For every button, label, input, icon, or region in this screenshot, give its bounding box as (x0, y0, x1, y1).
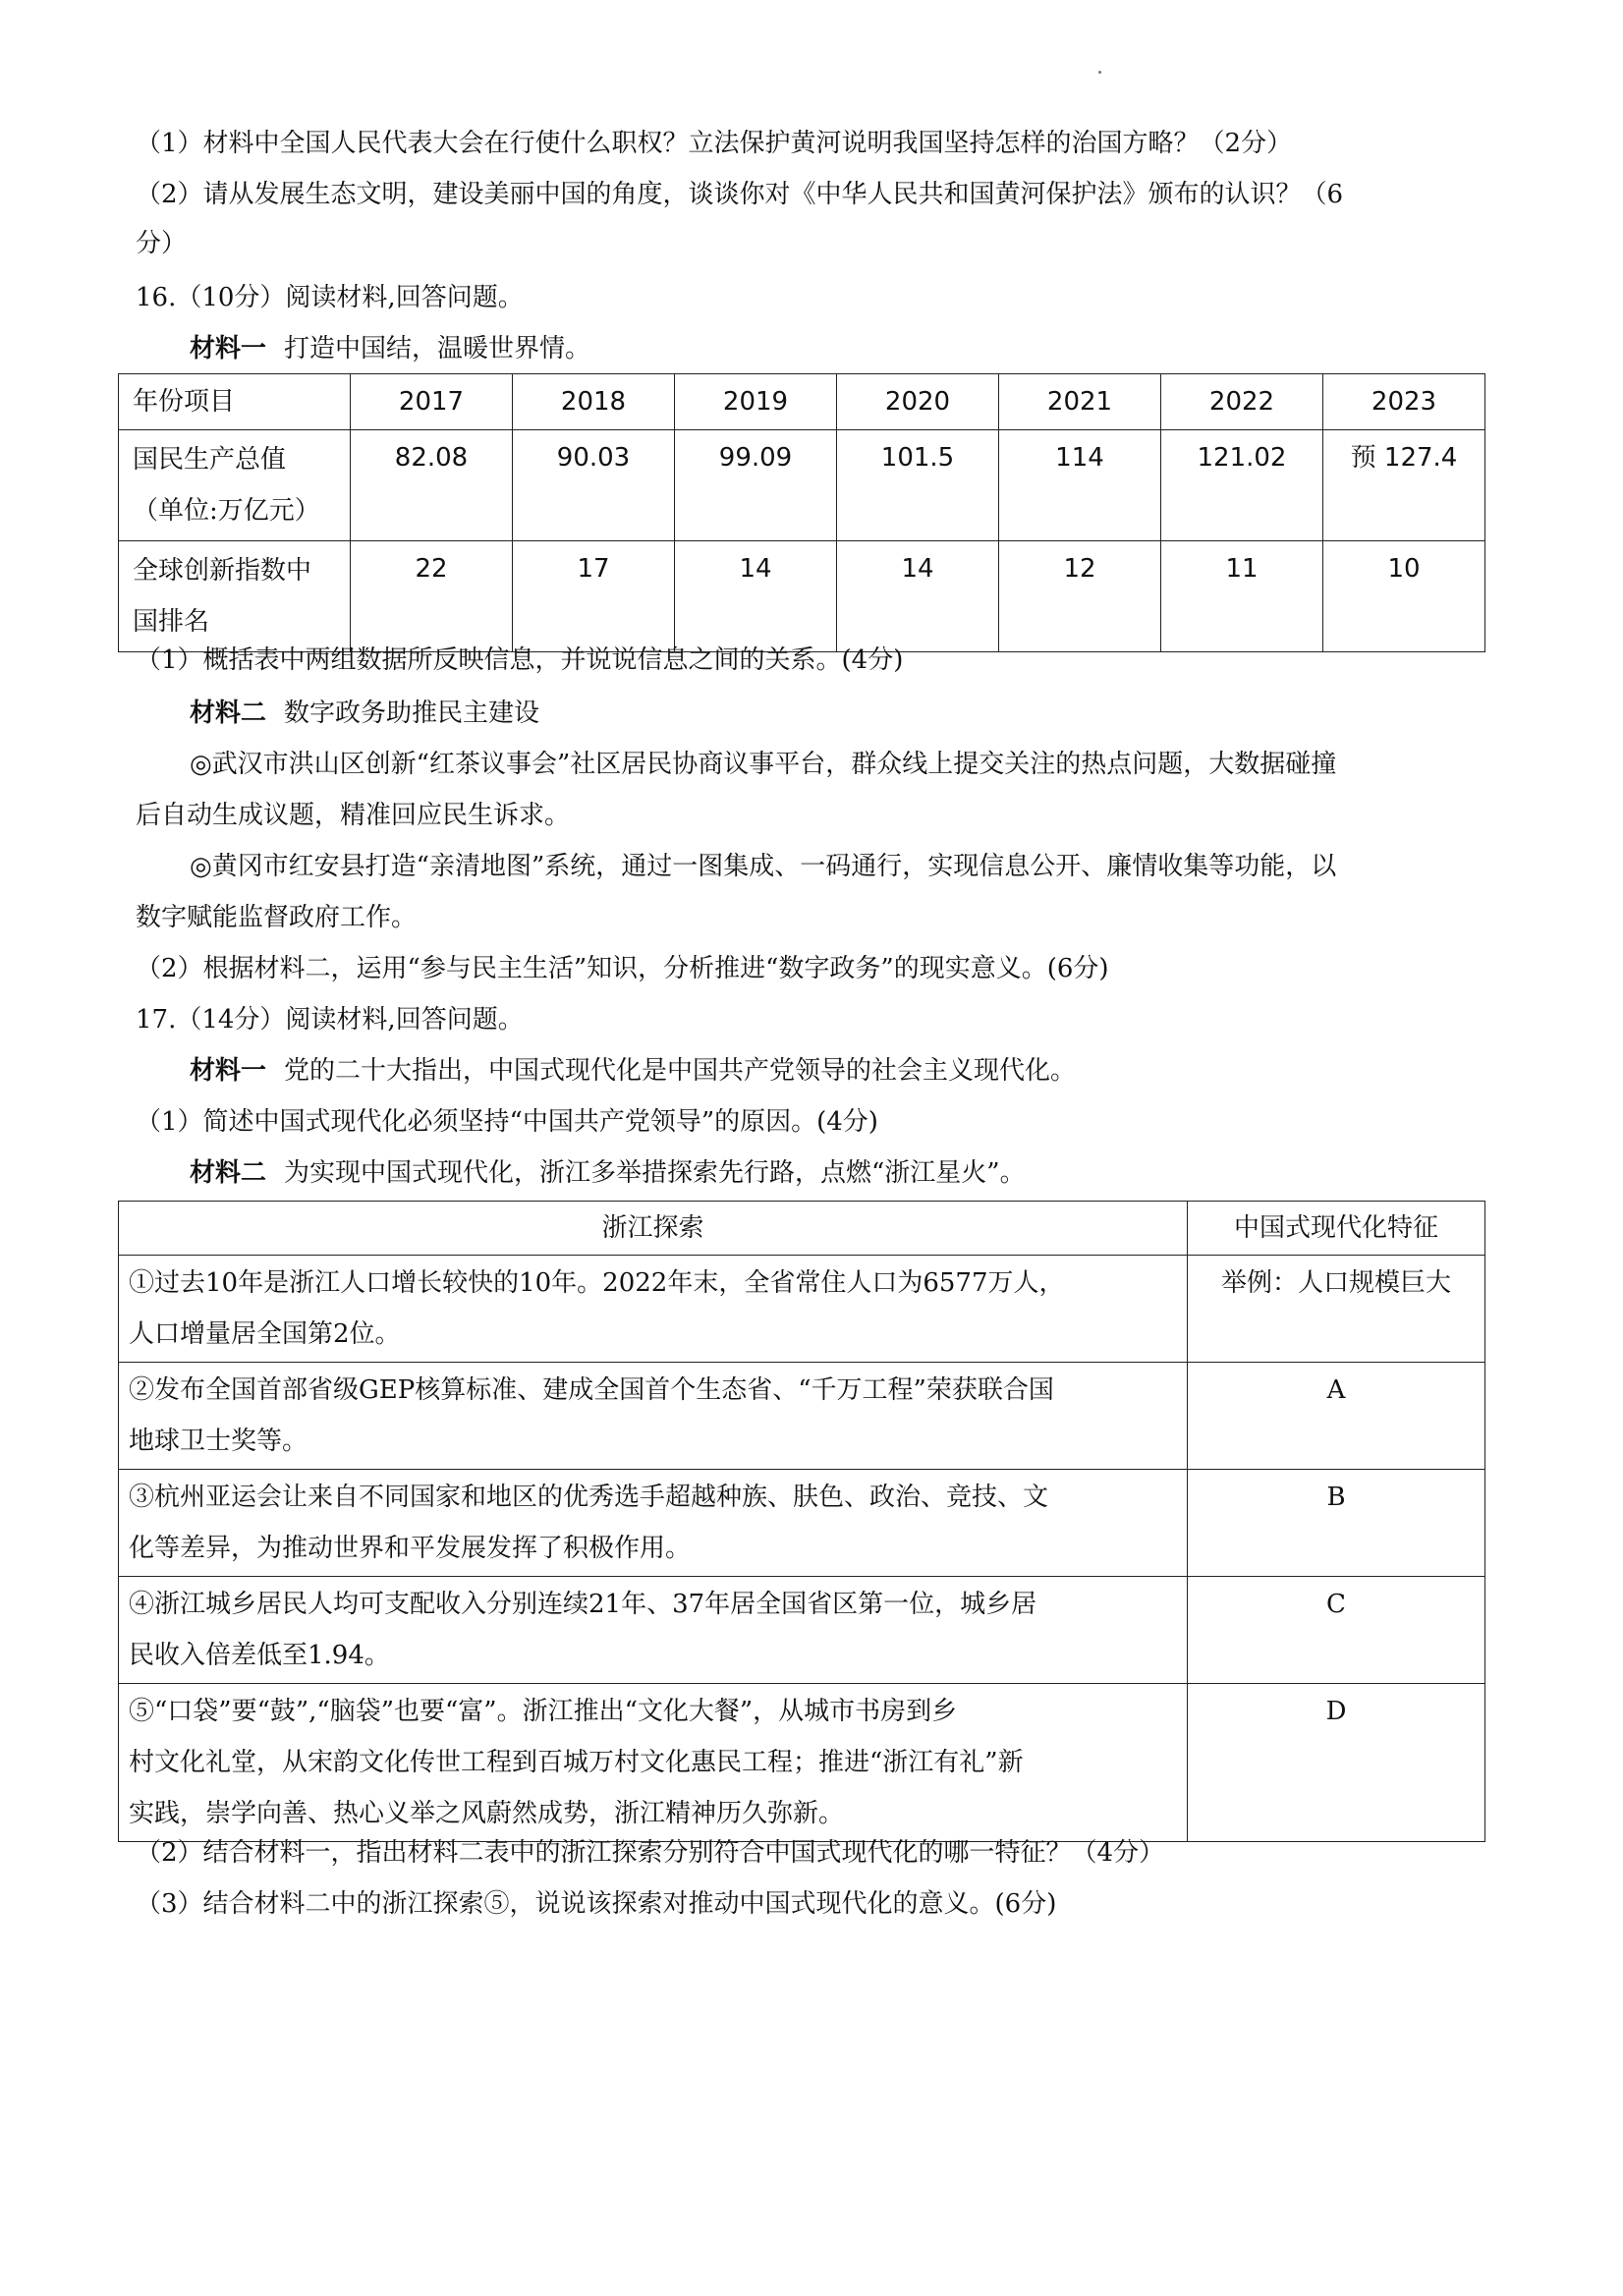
gdp-cell: 99.09 (675, 430, 837, 541)
rank-cell: 17 (513, 541, 675, 652)
gdp-row-label-line2: （单位:万亿元） (133, 496, 320, 526)
q16-para1-line2: 后自动生成议题，精准回应民生诉求。 (136, 801, 571, 830)
q17-material1-text: 党的二十大指出，中国式现代化是中国共产党领导的社会主义现代化。 (284, 1056, 1077, 1086)
q16-title: 16.（10分）阅读材料,回答问题。 (136, 283, 524, 312)
table-row (119, 1363, 1485, 1470)
year-cell: 2022 (1161, 374, 1323, 430)
q16-table-header-label: 年份项目 (119, 374, 351, 430)
q17-sub1: （1）简述中国式现代化必须坚持“中国共产党领导”的原因。(4分) (136, 1107, 878, 1137)
exploration-line: ①过去10年是浙江人口增长较快的10年。2022年末，全省常住人口为6577万人， (129, 1268, 1065, 1298)
scan-dot (1098, 71, 1101, 74)
q17-table-col1-header: 浙江探索 (119, 1202, 1188, 1256)
q16-para1-line1: ◎武汉市洪山区创新“红茶议事会”社区居民协商议事平台，群众线上提交关注的热点问题，大数据碰撞 (190, 750, 1337, 779)
exploration-cell (119, 1363, 1188, 1470)
q15-sub2-line2: 分） (136, 229, 188, 258)
rank-cell: 12 (999, 541, 1161, 652)
gdp-cell: 114 (999, 430, 1161, 541)
table-row (119, 1684, 1485, 1842)
q17-material1-label: 材料一 (190, 1056, 267, 1086)
q16-table-header-row (119, 374, 1485, 430)
year-cell: 2021 (999, 374, 1161, 430)
year-cell: 2020 (837, 374, 999, 430)
q16-material1 (190, 329, 1486, 368)
feature-cell: C (1188, 1577, 1485, 1684)
q17-table-col2-header: 中国式现代化特征 (1188, 1202, 1485, 1256)
exploration-line: 实践，崇学向善、热心义举之风蔚然成势，浙江精神历久弥新。 (129, 1799, 845, 1828)
exploration-line: ③杭州亚运会让来自不同国家和地区的优秀选手超越种族、肤色、政治、竞技、文 (129, 1483, 1049, 1512)
exploration-cell (119, 1684, 1188, 1842)
q15-sub1: （1）材料中全国人民代表大会在行使什么职权？立法保护黄河说明我国坚持怎样的治国方略？（2分） (136, 129, 1293, 158)
q16-material2 (190, 694, 1486, 733)
q17-sub2: （2）结合材料一，指出材料二表中的浙江探索分别符合中国式现代化的哪一特征？（4分） (136, 1838, 1165, 1868)
rank-cell: 14 (675, 541, 837, 652)
gdp-row-label (119, 430, 351, 541)
feature-cell: 举例：人口规模巨大 (1188, 1256, 1485, 1363)
q16-material2-text: 数字政务助推民主建设 (284, 699, 540, 728)
gdp-cell: 121.02 (1161, 430, 1323, 541)
rank-cell: 14 (837, 541, 999, 652)
q16-data-table (118, 373, 1485, 652)
q16-sub2: （2）根据材料二，运用“参与民主生活”知识，分析推进“数字政务”的现实意义。(6分) (136, 954, 1109, 983)
feature-cell: B (1188, 1470, 1485, 1577)
gdp-cell: 90.03 (513, 430, 675, 541)
year-cell: 2017 (351, 374, 513, 430)
exploration-line: ⑤“口袋”要“鼓”,“脑袋”也要“富”。浙江推出“文化大餐”，从城市书房到乡 (129, 1697, 958, 1726)
q17-material2 (190, 1153, 1486, 1193)
exploration-cell (119, 1256, 1188, 1363)
feature-cell: A (1188, 1363, 1485, 1470)
table-row (119, 1577, 1485, 1684)
q16-para2-line2: 数字赋能监督政府工作。 (136, 903, 418, 932)
exploration-line: 人口增量居全国第2位。 (129, 1319, 401, 1349)
q17-exploration-table (118, 1201, 1485, 1842)
rank-row-label-line2: 国排名 (133, 607, 210, 637)
feature-cell: D (1188, 1684, 1485, 1842)
rank-cell: 22 (351, 541, 513, 652)
q17-material2-text: 为实现中国式现代化，浙江多举措探索先行路，点燃“浙江星火”。 (284, 1158, 1026, 1188)
gdp-cell: 预 127.4 (1323, 430, 1485, 541)
q16-para2-line1: ◎黄冈市红安县打造“亲清地图”系统，通过一图集成、一码通行，实现信息公开、廉情收集等功能，以 (190, 852, 1337, 881)
exploration-line: 民收入倍差低至1.94。 (129, 1641, 390, 1670)
rank-cell: 10 (1323, 541, 1485, 652)
q16-sub1: （1）概括表中两组数据所反映信息，并说说信息之间的关系。(4分) (136, 645, 904, 675)
q16-material2-label: 材料二 (190, 699, 267, 728)
gdp-cell: 82.08 (351, 430, 513, 541)
exploration-cell (119, 1470, 1188, 1577)
q17-sub3: （3）结合材料二中的浙江探索⑤，说说该探索对推动中国式现代化的意义。(6分) (136, 1889, 1057, 1919)
gdp-cell: 101.5 (837, 430, 999, 541)
q16-material1-label: 材料一 (190, 334, 267, 364)
q16-table-rank-row (119, 541, 1485, 652)
year-cell: 2023 (1323, 374, 1485, 430)
exploration-line: 化等差异，为推动世界和平发展发挥了积极作用。 (129, 1534, 692, 1563)
exploration-line: 村文化礼堂，从宋韵文化传世工程到百城万村文化惠民工程；推进“浙江有礼”新 (129, 1748, 1024, 1777)
year-cell: 2019 (675, 374, 837, 430)
table-row (119, 1470, 1485, 1577)
q17-table-header-row (119, 1202, 1485, 1256)
q16-material1-text: 打造中国结，温暖世界情。 (284, 334, 591, 364)
exploration-line: 地球卫士奖等。 (129, 1427, 308, 1456)
q17-title: 17.（14分）阅读材料,回答问题。 (136, 1005, 524, 1035)
q17-material2-label: 材料二 (190, 1158, 267, 1188)
q17-material1 (190, 1051, 1486, 1091)
rank-row-label-line1: 全球创新指数中 (133, 556, 312, 586)
rank-cell: 11 (1161, 541, 1323, 652)
q16-table-gdp-row (119, 430, 1485, 541)
q15-sub2-line1: （2）请从发展生态文明，建设美丽中国的角度，谈谈你对《中华人民共和国黄河保护法》颁布的认识？（6 (136, 180, 1344, 209)
exploration-line: ④浙江城乡居民人均可支配收入分别连续21年、37年居全国省区第一位，城乡居 (129, 1590, 1037, 1619)
rank-row-label (119, 541, 351, 652)
exploration-line: ②发布全国首部省级GEP核算标准、建成全国首个生态省、“千万工程”荣获联合国 (129, 1375, 1054, 1405)
exploration-cell (119, 1577, 1188, 1684)
gdp-row-label-line1: 国民生产总值 (133, 445, 287, 475)
year-cell: 2018 (513, 374, 675, 430)
table-row (119, 1256, 1485, 1363)
